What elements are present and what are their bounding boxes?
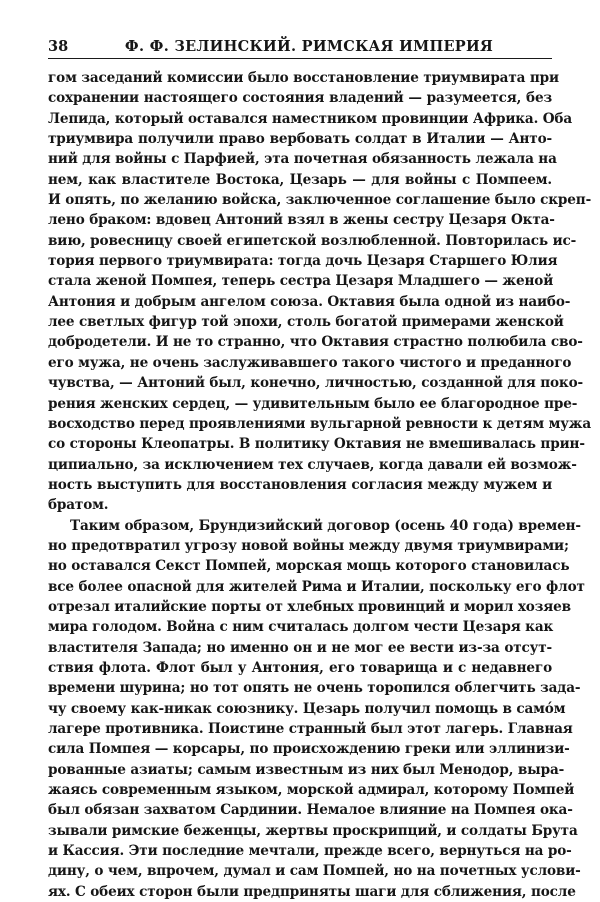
text-line: триумвира получили право вербовать солдат в Италии — Анто- [48,131,552,148]
text-line: братом. [48,497,109,514]
text-line: чу своему как-никак союзнику. Цезарь получил помощь в самóм [48,700,566,717]
text-line: добродетели. И не то странно, что Октавия страстно полюбила сво- [48,334,583,351]
text-line: ципиально, за исключением тех случаев, когда давали ей возмож- [48,456,577,473]
text-line: со стороны Клеопатры. В политику Октавия не вмешивалась прин- [48,436,585,453]
text-line: сила Помпея — корсары, по происхождению греки или эллинизи- [48,741,570,758]
text-line: времени шурина; но тот опять не очень торопился облегчить зада- [48,680,581,697]
text-line: лено браком: вдовец Антоний взял в жены сестру Цезаря Окта- [48,212,555,229]
text-line: жаясь современным языком, морской адмирал, которому Помпей [48,782,575,799]
text-line: восходство перед проявлениями вульгарной ревности к детям мужа [48,415,592,432]
text-line: И опять, по желанию войска, заключенное соглашение было скреп- [48,192,592,209]
text-line: рения женских сердец, — удивительным было ее благородное пре- [48,395,578,412]
text-line: лагере противника. Поистине странный был этот лагерь. Главная [48,721,573,737]
text-line: чувства, — Антоний был, конечно, личностью, созданной для поко- [48,375,584,392]
text-line: все более опасной для жителей Рима и Италии, поскольку его флот [48,578,585,595]
text-line: Лепида, который оставался наместником провинции Африка. Оба [48,110,573,127]
text-line: но предотвратил угрозу новой войны между двумя триумвирами; [48,537,569,554]
text-line: дину, о чем, впрочем, думал и сам Помпей, но на почетных услови- [48,863,581,880]
text-line: рованные азиаты; самым известным из них был Менодор, выра- [48,761,565,778]
text-line: властителя Запада; но именно он и не мог ее вести из-за отсут- [48,639,552,656]
text-line: стала женой Помпея, теперь сестра Цезаря Младшего — женой [48,273,554,290]
text-line: Антония и добрым ангелом союза. Октавия была одной из наибо- [48,293,571,310]
text-line: его мужа, не очень заслуживавшего такого чистого и преданного [48,354,572,371]
text-line: отрезал италийские порты от хлебных провинций и морил хозяев [48,598,571,615]
book-page [48,36,592,902]
text-line: был обязан захватом Сардинии. Немалое влияние на Помпея ока- [48,802,573,819]
text-line: но оставался Секст Помпей, морская мощь которого становилась [48,558,570,575]
text-line: вию, ровесницу своей египетской возлюбленной. Повторилась ис- [48,232,577,249]
running-head [48,36,552,59]
body-text [48,68,592,902]
text-line: ствия флота. Флот был у Антония, его товарища и с недавнего [48,659,552,676]
text-line: тория первого триумвирата: тогда дочь Цезаря Старшего Юлия [48,253,558,270]
text-line: ность выступить для восстановления согласия между мужем и [48,476,552,493]
text-line: лее светлых фигур той эпохи, столь богатой примерами женской [48,314,564,331]
page-number: 38 [48,38,69,55]
text-line: Таким образом, Брундизийский договор (осень 40 года) времен- [70,517,581,534]
text-line: мира голодом. Война с ним считалась долгом чести Цезаря как [48,619,554,636]
paragraph-2 [48,516,585,902]
text-line: сохранении настоящего состояния владений — разумеется, без [48,90,552,107]
text-line: ний для войны с Парфией, эта почетная обязанность лежала на [48,151,557,168]
text-line: ях. С обеих сторон были предприняты шаги для сближения, после [48,883,576,900]
text-line: нем, как властителе Востока, Цезарь — для войны с Помпеем. [48,171,552,188]
running-title: Ф. Ф. ЗЕЛИНСКИЙ. РИМСКАЯ ИМПЕРИЯ [124,38,494,55]
text-line: гом заседаний комиссии было восстановление триумвирата при [48,70,559,86]
text-line: зывали римские беженцы, жертвы проскрипций, и солдаты Брута [48,822,578,839]
paragraph-1 [48,68,592,516]
text-line: и Кассия. Эти последние мечтали, прежде всего, вернуться на ро- [48,843,572,860]
